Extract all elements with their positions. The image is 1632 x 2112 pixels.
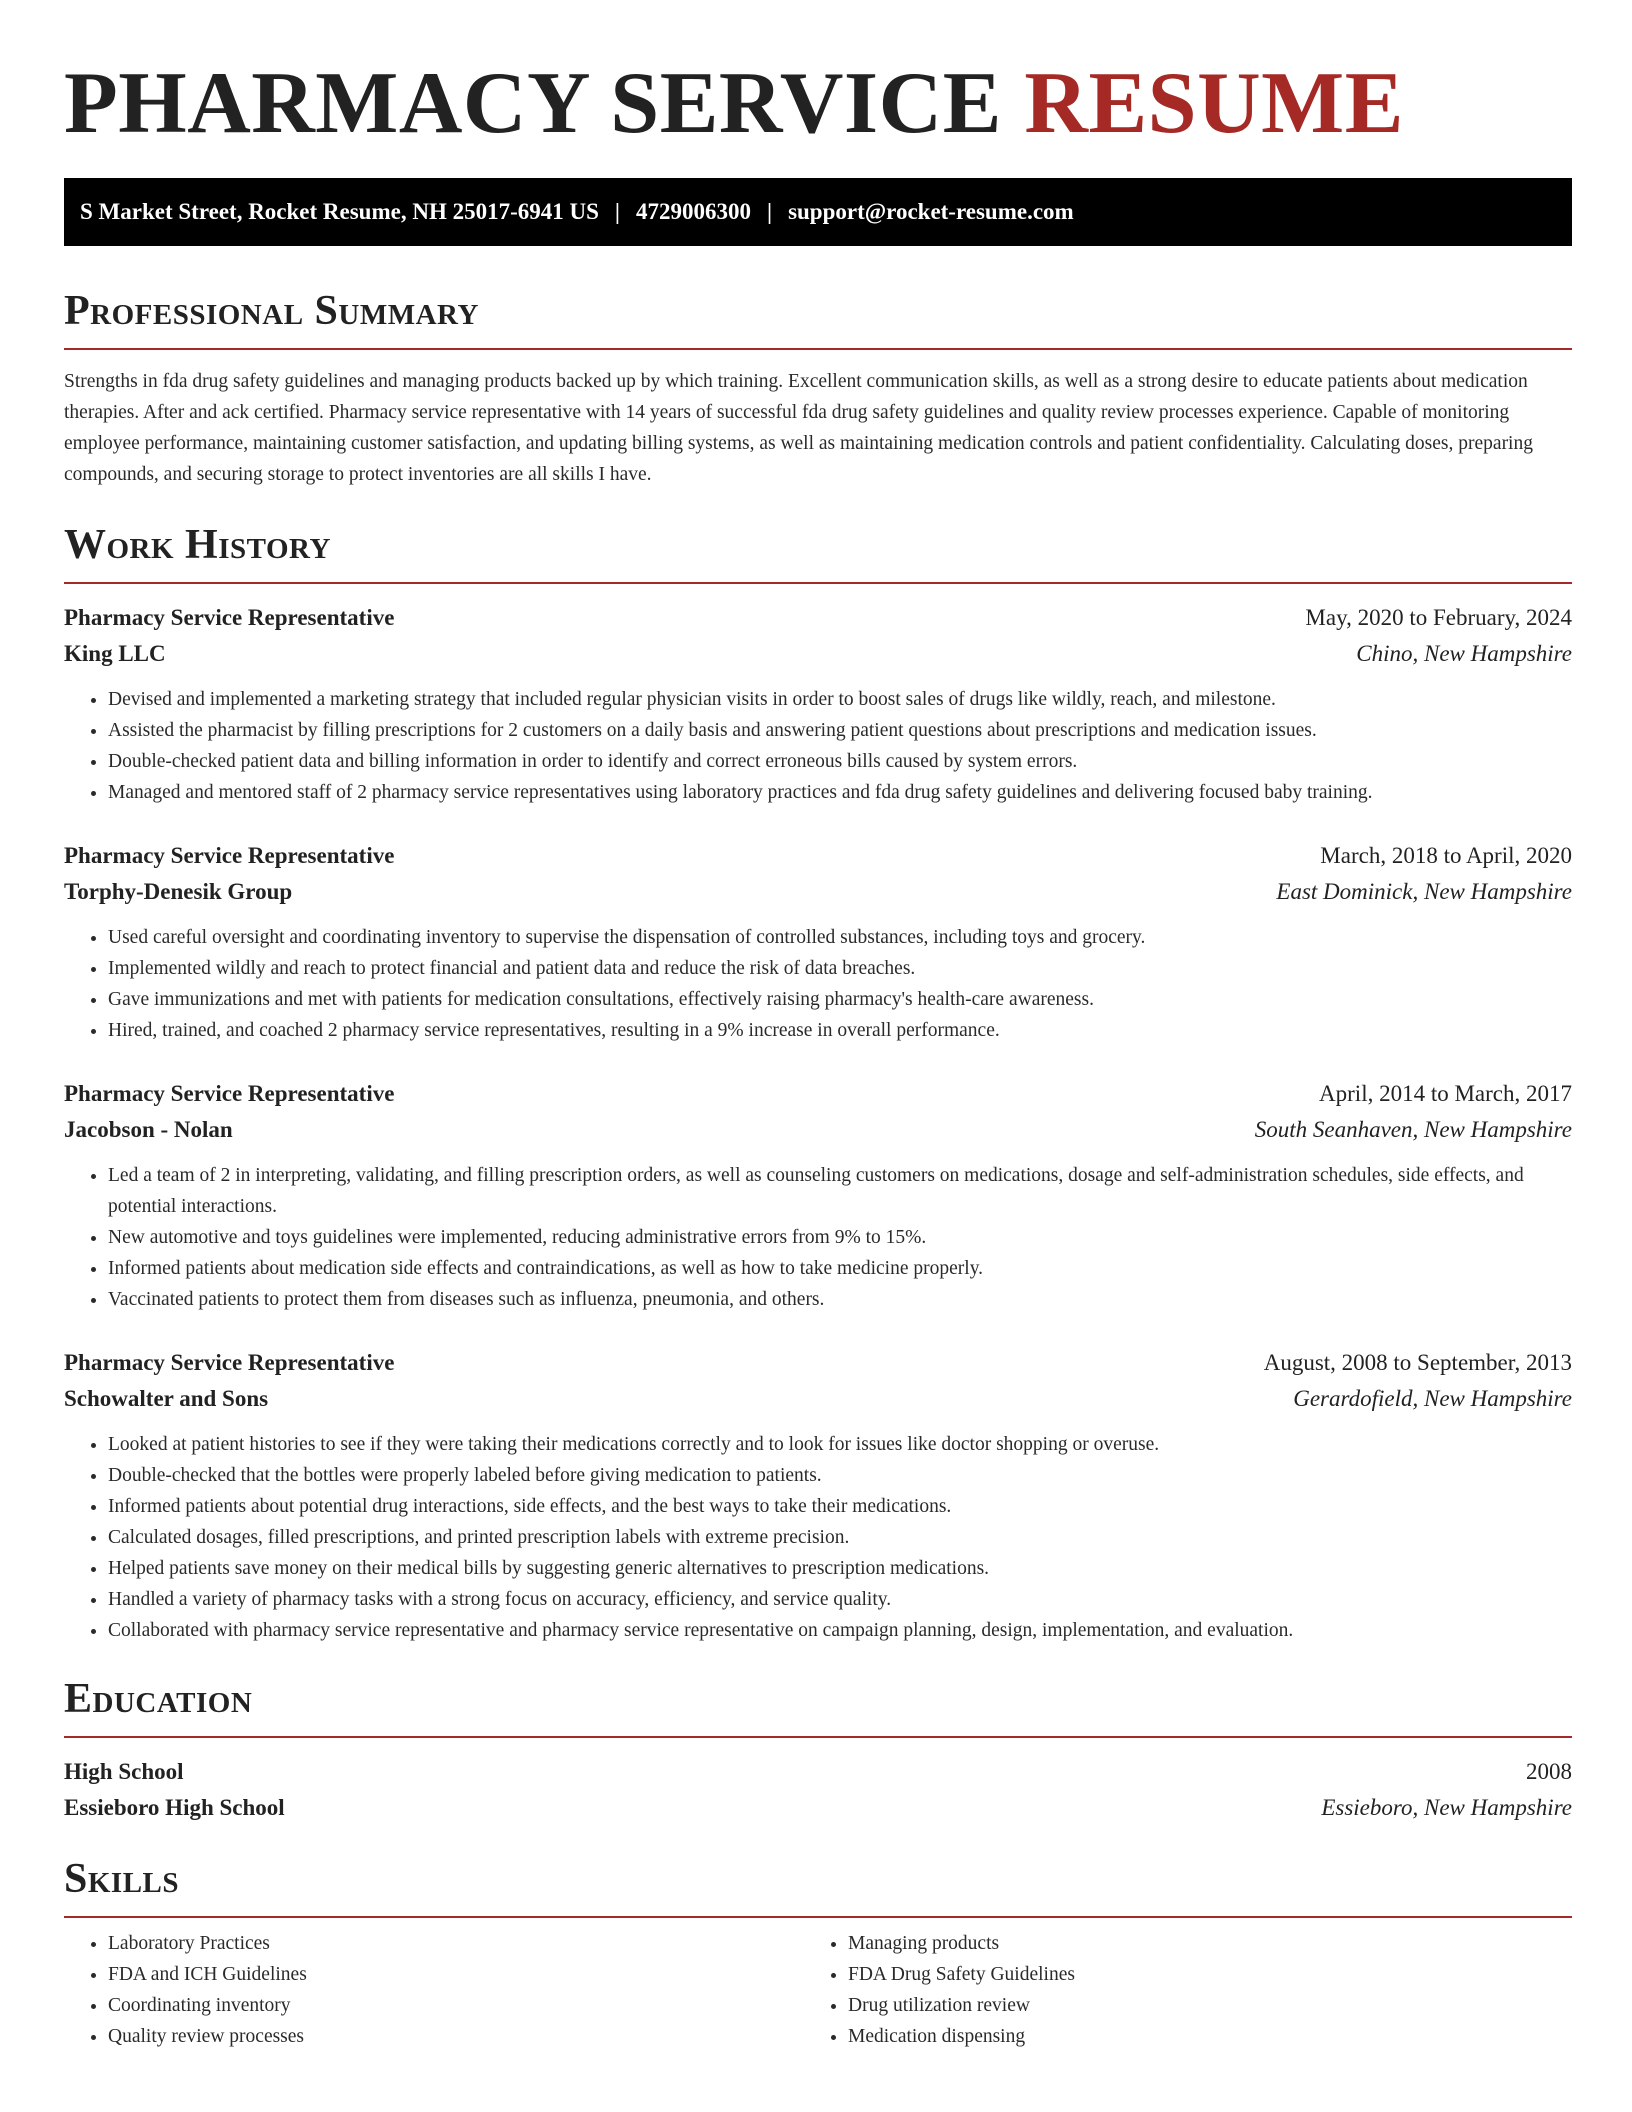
section-divider	[64, 582, 1572, 584]
job-title: Pharmacy Service Representative	[64, 605, 395, 630]
job-bullet: • Informed patients about medication side effects and contraindications, as well as how to take medicine properly.	[108, 1253, 1572, 1284]
section-title-work-history: Work History	[64, 522, 331, 568]
title-main: PHARMACY SERVICE	[64, 55, 1002, 152]
job-bullet: • Double-checked that the bottles were properly labeled before giving medication to patients.	[108, 1460, 1572, 1491]
contact-phone: 4729006300	[635, 199, 751, 224]
job-bullet: • Used careful oversight and coordinating inventory to supervise the dispensation of controlled substances, including toys and grocery.	[108, 922, 1572, 953]
resume-title	[64, 56, 1572, 152]
job-bullet: • Implemented wildly and reach to protect financial and patient data and reduce the risk of data breaches.	[108, 953, 1572, 984]
job-dates: March, 2018 to April, 2020	[1320, 843, 1572, 868]
job-bullet-list	[64, 1429, 1572, 1646]
contact-bar	[64, 178, 1572, 246]
education-header	[64, 1754, 1572, 1790]
job-location: Chino, New Hampshire	[1356, 641, 1572, 666]
job-bullet: • Gave immunizations and met with patients for medication consultations, effectively raising pharmacy's health-care awareness.	[108, 984, 1572, 1015]
job-bullet: • Devised and implemented a marketing strategy that included regular physician visits in order to boost sales of drugs like wildly, reach, and milestone.	[108, 684, 1572, 715]
skill-item: • Coordinating inventory	[108, 1990, 804, 2021]
contact-separator: |	[614, 199, 620, 224]
job-company: Schowalter and Sons	[64, 1386, 269, 1411]
education-subheader	[64, 1790, 1572, 1826]
skill-item: • Drug utilization review	[848, 1990, 1544, 2021]
job-bullet: • Collaborated with pharmacy service representative and pharmacy service representative on campaign planning, design, implementation, and evaluation.	[108, 1615, 1572, 1646]
work-history-section	[64, 520, 1572, 1646]
job-bullet-list	[64, 922, 1572, 1046]
job-company: Jacobson - Nolan	[64, 1117, 233, 1142]
skill-item: • Medication dispensing	[848, 2021, 1544, 2052]
job-dates: May, 2020 to February, 2024	[1305, 605, 1572, 630]
job-entry	[64, 838, 1572, 1046]
education-section	[64, 1674, 1572, 1826]
section-divider	[64, 1736, 1572, 1738]
job-bullet: • Looked at patient histories to see if they were taking their medications correctly and to look for issues like doctor shopping or overuse.	[108, 1429, 1572, 1460]
job-header	[64, 1345, 1572, 1381]
job-bullet: • Led a team of 2 in interpreting, validating, and filling prescription orders, as well as counseling customers on medications, dosage and self-administration schedules, side effects, and potential interactions.	[108, 1160, 1572, 1222]
skills-list	[64, 1928, 804, 2052]
job-company: Torphy-Denesik Group	[64, 879, 293, 904]
education-location: Essieboro, New Hampshire	[1321, 1795, 1572, 1820]
section-title-summary: Professional Summary	[64, 288, 479, 334]
job-dates: April, 2014 to March, 2017	[1319, 1081, 1572, 1106]
title-accent: RESUME	[1024, 55, 1404, 152]
job-header	[64, 600, 1572, 636]
skills-columns	[64, 1928, 1572, 2052]
skills-section	[64, 1854, 1572, 2052]
contact-email: support@rocket-resume.com	[788, 199, 1074, 224]
job-bullet-list	[64, 1160, 1572, 1315]
section-divider	[64, 348, 1572, 350]
job-bullet: • Hired, trained, and coached 2 pharmacy service representatives, resulting in a 9% increase in overall performance.	[108, 1015, 1572, 1046]
job-bullet: • Calculated dosages, filled prescriptions, and printed prescription labels with extreme precision.	[108, 1522, 1572, 1553]
section-title-education: Education	[64, 1676, 253, 1722]
job-subheader	[64, 874, 1572, 910]
job-dates: August, 2008 to September, 2013	[1263, 1350, 1572, 1375]
job-bullet: • Managed and mentored staff of 2 pharmacy service representatives using laboratory practices and fda drug safety guidelines and delivering focused baby training.	[108, 777, 1572, 808]
job-bullet: • Handled a variety of pharmacy tasks with a strong focus on accuracy, efficiency, and service quality.	[108, 1584, 1572, 1615]
job-title: Pharmacy Service Representative	[64, 1350, 395, 1375]
skills-list	[804, 1928, 1544, 2052]
contact-separator: |	[766, 199, 773, 224]
skills-column-left	[64, 1928, 804, 2052]
section-title-skills: Skills	[64, 1856, 180, 1902]
resume-page	[64, 0, 1572, 2052]
job-location: Gerardofield, New Hampshire	[1293, 1386, 1572, 1411]
job-bullet: • Double-checked patient data and billing information in order to identify and correct erroneous bills caused by system errors.	[108, 746, 1572, 777]
summary-text: Strengths in fda drug safety guidelines and managing products backed up by which training. Excellent communication skills, as well as a strong desire to educate patients about medication therapies. After and ack certified. Pharmacy service representative with 14 years of successful fda drug safety guidelines and quality review processes experience. Capable of monitoring employee performance, maintaining customer satisfaction, and updating billing systems, as well as maintaining medication controls and patient confidentiality. Calculating doses, preparing compounds, and securing storage to protect inventories are all skills I have.	[64, 371, 1533, 485]
education-degree: High School	[64, 1759, 184, 1784]
job-subheader	[64, 636, 1572, 672]
job-header	[64, 1076, 1572, 1112]
job-header	[64, 838, 1572, 874]
job-bullet: • Informed patients about potential drug interactions, side effects, and the best ways to take their medications.	[108, 1491, 1572, 1522]
summary-section	[64, 286, 1572, 490]
job-subheader	[64, 1381, 1572, 1417]
job-title: Pharmacy Service Representative	[64, 1081, 395, 1106]
job-entry	[64, 1076, 1572, 1315]
job-location: South Seanhaven, New Hampshire	[1254, 1117, 1572, 1142]
education-school: Essieboro High School	[64, 1795, 285, 1820]
job-bullet-list	[64, 684, 1572, 808]
education-entry	[64, 1754, 1572, 1826]
job-bullet: • New automotive and toys guidelines were implemented, reducing administrative errors from 9% to 15%.	[108, 1222, 1572, 1253]
job-subheader	[64, 1112, 1572, 1148]
skill-item: • Managing products	[848, 1928, 1544, 1959]
job-entry	[64, 1345, 1572, 1646]
skill-item: • Quality review processes	[108, 2021, 804, 2052]
section-divider	[64, 1916, 1572, 1918]
contact-address: S Market Street, Rocket Resume, NH 25017-6941 US	[80, 199, 599, 224]
skills-column-right	[804, 1928, 1544, 2052]
education-year: 2008	[1526, 1759, 1572, 1784]
job-bullet: • Helped patients save money on their medical bills by suggesting generic alternatives to prescription medications.	[108, 1553, 1572, 1584]
job-title: Pharmacy Service Representative	[64, 843, 395, 868]
skill-item: • FDA and ICH Guidelines	[108, 1959, 804, 1990]
job-entry	[64, 600, 1572, 808]
job-company: King LLC	[64, 641, 166, 666]
skill-item: • FDA Drug Safety Guidelines	[848, 1959, 1544, 1990]
skill-item: • Laboratory Practices	[108, 1928, 804, 1959]
job-location: East Dominick, New Hampshire	[1276, 879, 1572, 904]
job-bullet: • Assisted the pharmacist by filling prescriptions for 2 customers on a daily basis and answering patient questions about prescriptions and medication issues.	[108, 715, 1572, 746]
job-bullet: • Vaccinated patients to protect them from diseases such as influenza, pneumonia, and others.	[108, 1284, 1572, 1315]
